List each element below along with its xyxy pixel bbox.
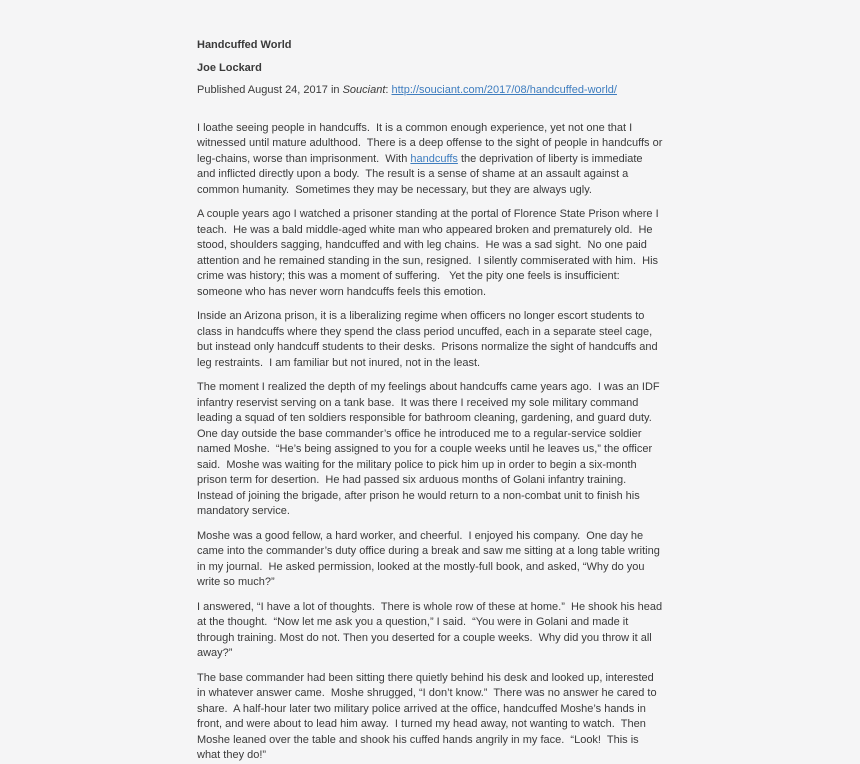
paragraph-4: The moment I realized the depth of my feelings about handcuffs came years ago. I was an IDF infantry reservist serving on a tank base. It was there I received my sole military command leading a squad of ten soldiers responsible for bathroom cleaning, gardening, and guard duty. One day outside the base commander’s office he introduced me to a regular-service soldier named Moshe. “He’s being assigned to you for a couple weeks until he leaves us,” the officer said. Moshe was waiting for the military police to pick him up in order to begin a six-month prison term for desertion. He had passed six arduous months of Golani infantry training. Instead of joining the brigade, after prison he would return to a non-combat unit to finish his mandatory service. xyxy=(197,381,663,517)
paragraph-1-text-before-link: I loathe seeing people in handcuffs. It is a common enough experience, yet not one that I witnessed until mature adulthood. There is a deep offense to the sight of people in handcuffs or leg-chains, worse than imprisonment. With xyxy=(197,121,666,165)
published-separator: : xyxy=(385,84,392,96)
document-page xyxy=(197,0,666,764)
publication-line xyxy=(197,83,663,99)
paragraph-1 xyxy=(197,121,666,199)
article-author: Joe Lockard xyxy=(197,61,262,74)
paragraph-2: A couple years ago I watched a prisoner standing at the portal of Florence State Prison where I teach. He was a bald middle-aged white man who appeared broken and prematurely old. He stood, shoulders sagging, handcuffed and with leg chains. He was a sad sight. No one paid attention and he remained standing in the sun, resigned. I silently commiserated with him. His crime was history; this was a moment of suffering. Yet the pity one feels is insufficient: someone who has never worn handcuffs feels this emotion. xyxy=(197,208,662,298)
paragraph-1-text-after-link: the deprivation of liberty is immediate and inflicted directly upon a body. The result is a sense of shame at an assault against a common humanity. Sometimes they may be necessary, but they are always ugly. xyxy=(197,152,646,196)
article-url-link[interactable]: http://souciant.com/2017/08/handcuffed-world/ xyxy=(391,84,617,96)
paragraph-6: I answered, “I have a lot of thoughts. There is whole row of these at home.” He shook his head at the thought. “Now let me ask you a question,” I said. “You were in Golani and made it through training. Most do not. Then you deserted for a couple weeks. Why did you throw it all away?” xyxy=(197,600,666,659)
paragraph-5: Moshe was a good fellow, a hard worker, and cheerful. I enjoyed his company. One day he came into the commander’s duty office during a break and saw me sitting at a long table writing in my journal. He asked permission, looked at the mostly-full book, and asked, “Why do you write so much?” xyxy=(197,529,663,588)
published-prefix: Published August 24, 2017 in xyxy=(197,84,343,96)
article-title: Handcuffed World xyxy=(197,39,292,51)
handcuffs-link[interactable]: handcuffs xyxy=(410,152,458,165)
paragraph-7: The base commander had been sitting there quietly behind his desk and looked up, interested in whatever answer came. Moshe shrugged, “I don’t know.” There was no answer he cared to share. A half-hour later two military police arrived at the office, handcuffed Moshe’s hands in front, and were about to lead him away. I turned my head away, not wanting to watch. Then Moshe leaned over the table and shook his cuffed hands angrily in my face. “Look! This is what they do!” xyxy=(197,671,660,761)
paragraph-3: Inside an Arizona prison, it is a liberalizing regime when officers no longer escort students to class in handcuffs where they spend the class period uncuffed, each in a separate steel cage, but instead only handcuff students to their desks. Prisons normalize the sight of handcuffs and leg restraints. I am familiar but not inured, not in the least. xyxy=(197,310,661,369)
publication-name: Souciant xyxy=(342,84,386,96)
